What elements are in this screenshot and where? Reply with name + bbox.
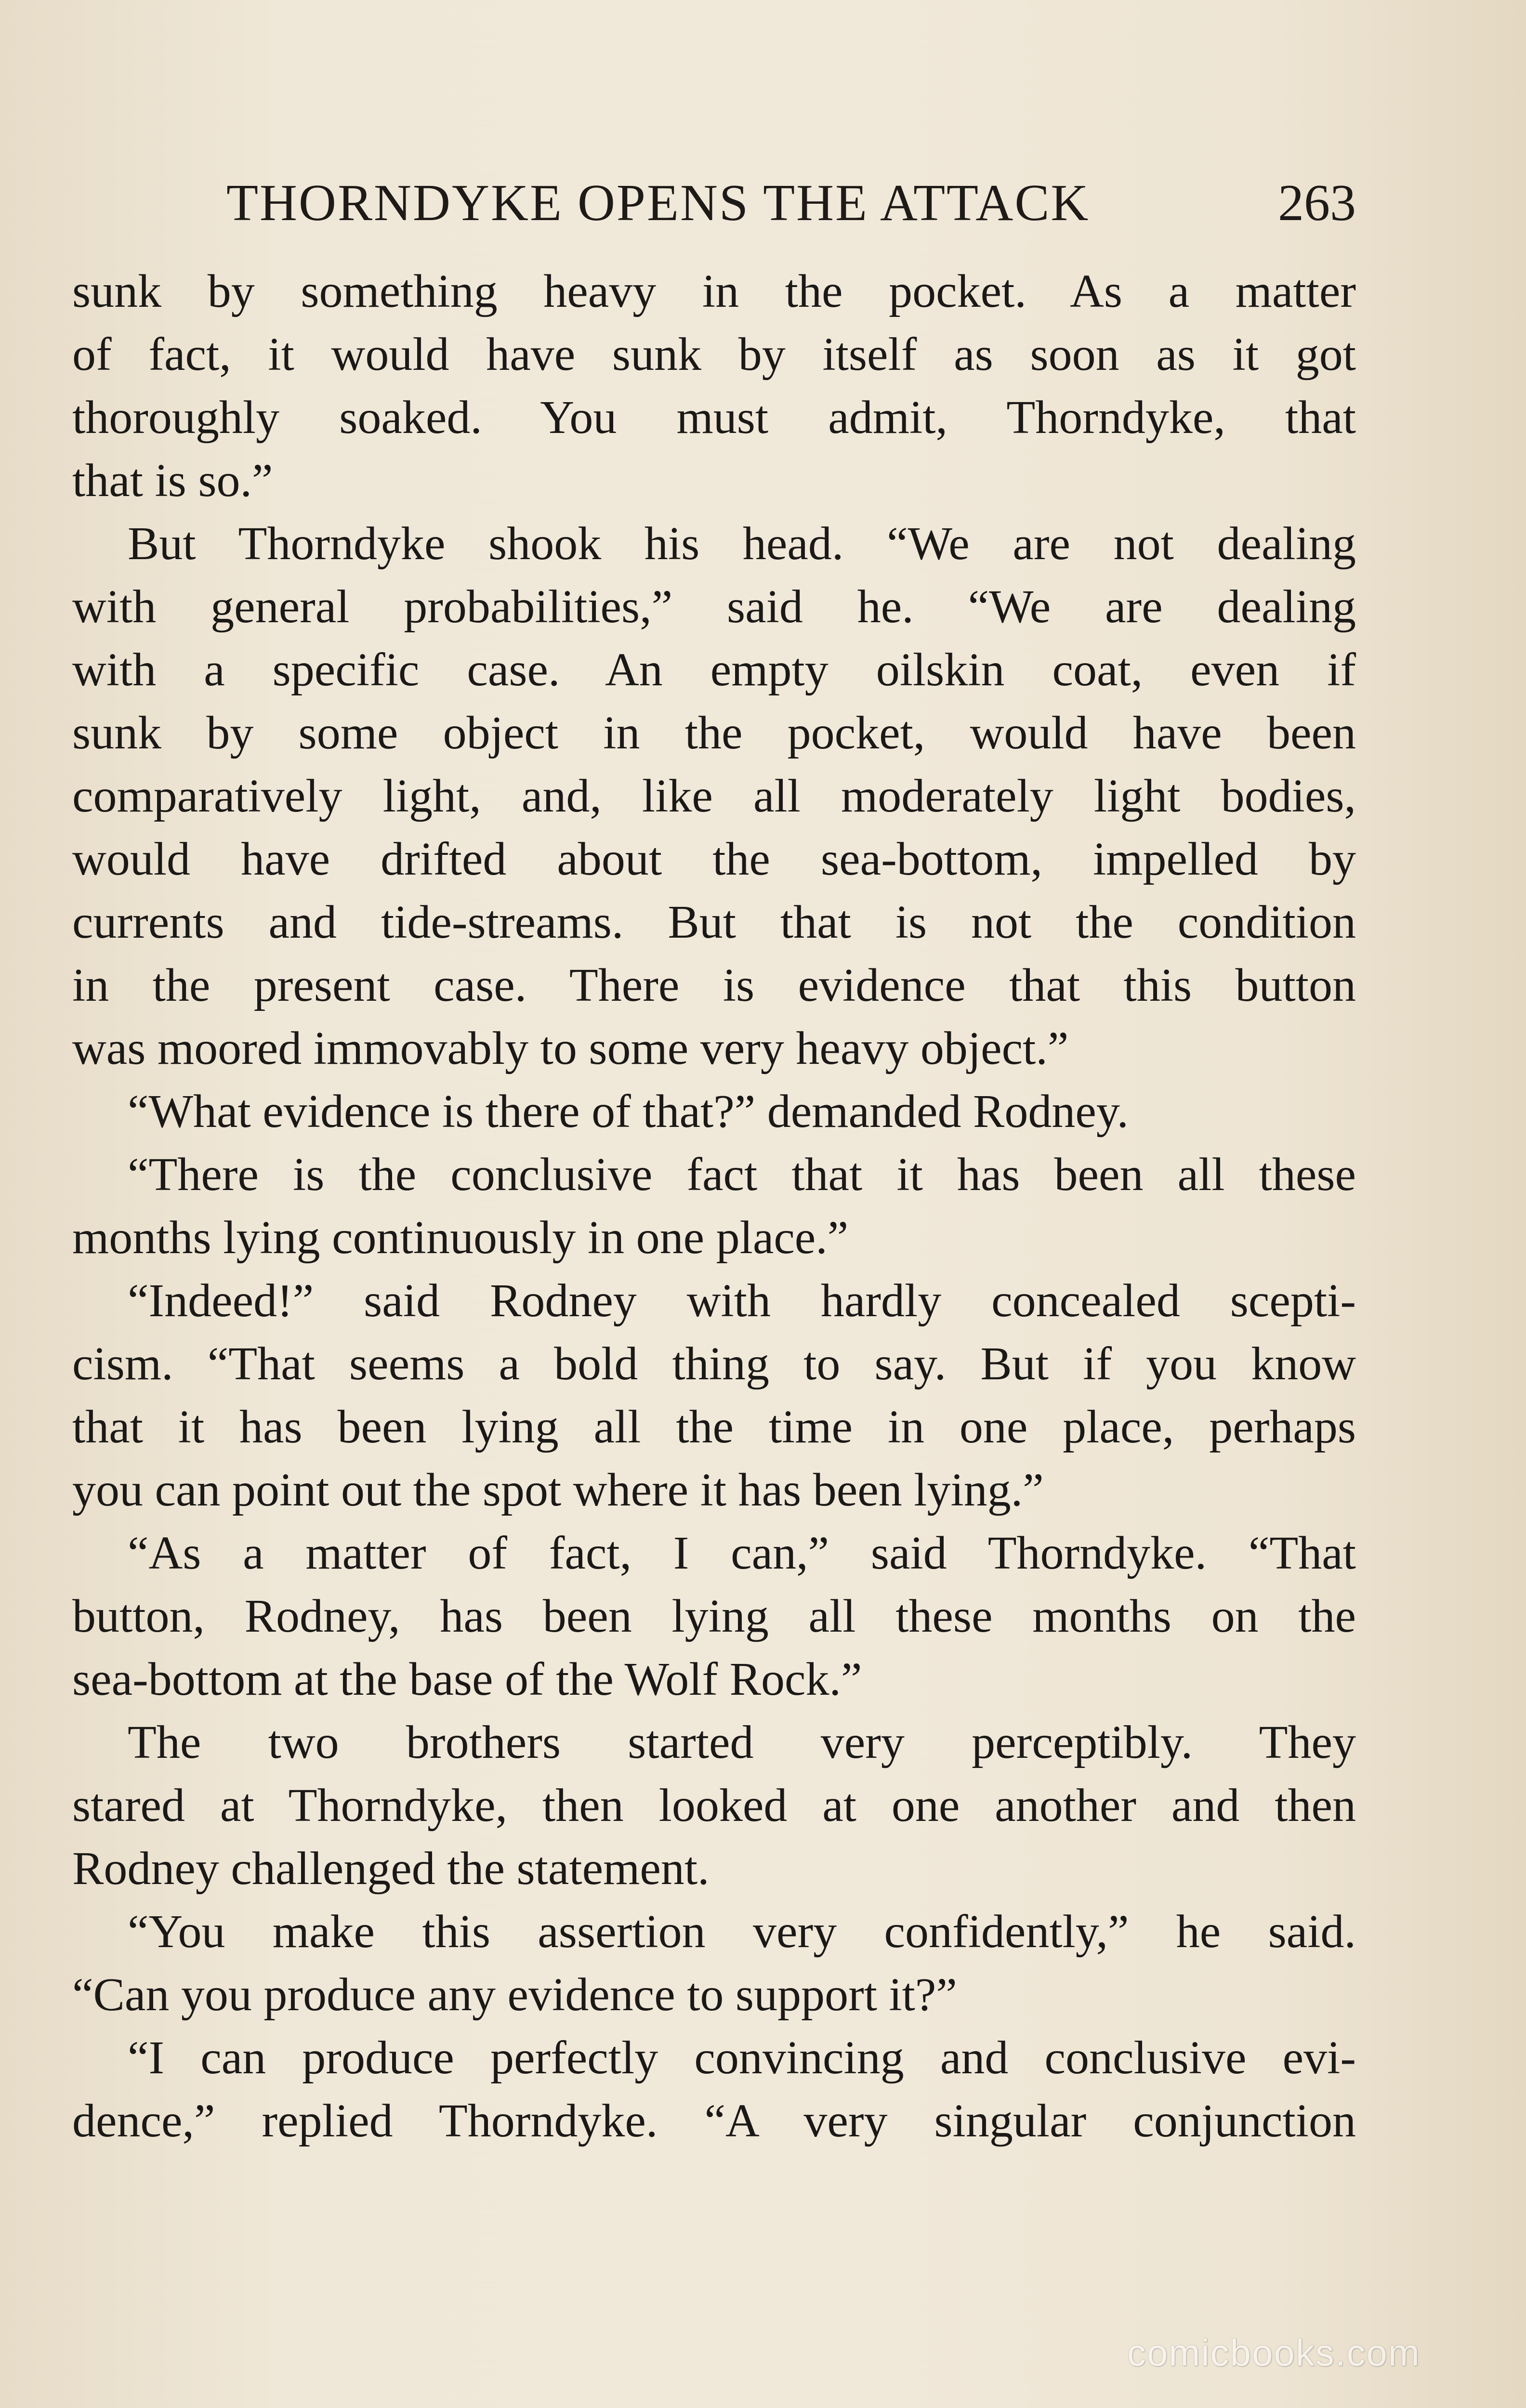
text-line: The two brothers started very perceptibly. They [128,1716,1356,1768]
text-line: currents and tide-streams. But that is not the condition [72,896,1356,948]
page-number: 263 [1278,174,1356,232]
watermark: comicbooks.com [1127,2331,1421,2374]
text-line: “As a matter of fact, I can,” said Thorndyke. “That [128,1527,1356,1579]
text-line: with general probabilities,” said he. “We are dealing [72,581,1356,633]
text-line: “Indeed!” said Rodney with hardly concealed scepti- [128,1275,1356,1327]
text-line: was moored immovably to some very heavy object.” [72,1022,1069,1074]
text-line: of fact, it would have sunk by itself as soon as it got [72,328,1356,380]
text-line: with a specific case. An empty oilskin coat, even if [72,644,1356,696]
text-line: sunk by something heavy in the pocket. As a matter [72,265,1356,317]
text-line: comparatively light, and, like all moderately light bodies, [72,770,1356,822]
running-head [226,173,1356,241]
text-line: But Thorndyke shook his head. “We are not dealing [128,518,1356,570]
text-line: sunk by some object in the pocket, would have been [72,707,1356,759]
text-line: “I can produce perfectly convincing and conclusive evi- [128,2032,1356,2084]
body-text [72,260,1356,2153]
text-line: sea-bottom at the base of the Wolf Rock.” [72,1653,862,1705]
text-line: button, Rodney, has been lying all these months on the [72,1590,1356,1642]
text-line: “You make this assertion very confidently,” he said. [128,1906,1356,1958]
text-line: cism. “That seems a bold thing to say. But if you know [72,1338,1356,1390]
text-line: in the present case. There is evidence that this button [72,959,1356,1011]
text-line: months lying continuously in one place.” [72,1212,849,1264]
chapter-title: THORNDYKE OPENS THE ATTACK [226,174,1090,232]
text-line: “Can you produce any evidence to support it?” [72,1969,957,2021]
text-line: stared at Thorndyke, then looked at one another and then [72,1780,1356,1832]
text-line: “There is the conclusive fact that it has been all these [128,1149,1356,1201]
text-line: Rodney challenged the statement. [72,1843,710,1895]
text-line: “What evidence is there of that?” demanded Rodney. [128,1086,1129,1138]
text-line: you can point out the spot where it has been lying.” [72,1464,1044,1516]
text-line: thoroughly soaked. You must admit, Thorndyke, that [72,392,1356,444]
text-line: that it has been lying all the time in one place, perhaps [72,1401,1356,1453]
text-line: would have drifted about the sea-bottom, impelled by [72,833,1356,885]
text-line: that is so.” [72,455,273,507]
text-line: dence,” replied Thorndyke. “A very singular conjunction [72,2095,1356,2147]
